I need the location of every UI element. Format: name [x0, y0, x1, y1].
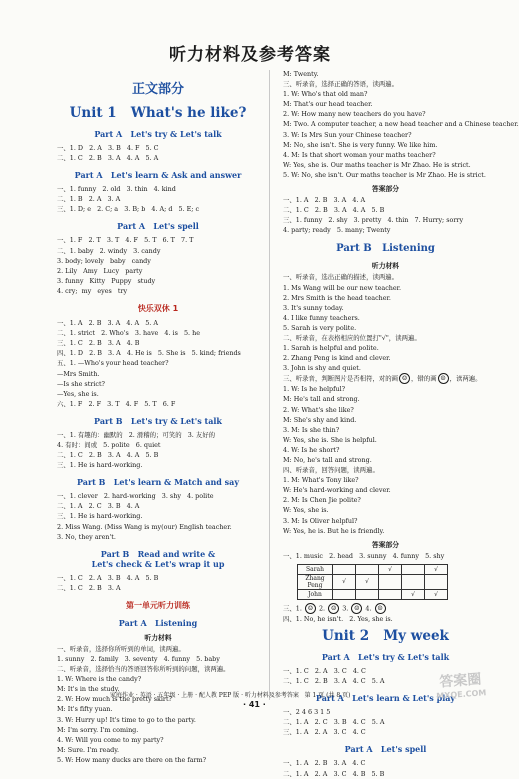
- answer-line: 一、1. A 2. B 3. A 4. A: [283, 196, 366, 205]
- answer-line: 4. 有时：间或 5. polite 6. quiet: [57, 440, 161, 449]
- answer-line: 二、1. C 2. B 3. A 4. A 5. A: [57, 154, 159, 163]
- listening-line: M: It's fifty yuan.: [57, 705, 113, 714]
- left-column: [57, 68, 259, 765]
- answer-line: 4. party; ready 5. many; Twenty: [283, 226, 391, 235]
- listening-line: M: Two. A computer teacher, a new head teacher and a Chinese teacher.: [283, 120, 519, 129]
- listening-line: 1. Ms Wang will be our new teacher.: [283, 283, 402, 292]
- listening-line: 3. It's sunny today.: [283, 303, 344, 312]
- listening-line: 二、听录音，在表格相应的位置打"√"，读两遍。: [283, 333, 421, 342]
- unit2-title: Unit 2 My week: [322, 627, 449, 644]
- listening-line: 5. Sarah is very polite.: [283, 323, 357, 332]
- sad-face-icon: ☹: [438, 373, 449, 384]
- table-row: [298, 564, 448, 574]
- watermark-sub: MXQE.COM: [436, 688, 487, 701]
- listening-line: 3. M: Is she thin?: [283, 425, 340, 434]
- table-row: [298, 589, 448, 599]
- listening-line: 二、听录音，选择恰当的答语回答你所听到的问题，读两遍。: [57, 665, 230, 674]
- unit1-title: Unit 1 What's he like?: [69, 105, 247, 121]
- answer-line: 3. No, they aren't.: [57, 532, 116, 541]
- table-cell: √: [333, 574, 356, 589]
- listening-line: 一、听录音，选择你所听到的单词，读两遍。: [57, 644, 185, 653]
- table-cell: √: [425, 564, 448, 574]
- table-cell: [333, 564, 356, 574]
- faces-row-num: 3.: [342, 604, 349, 613]
- answer-line: 二、1. strict 2. Who's 3. have 4. is 5. he: [57, 329, 201, 338]
- listening-line: M: Twenty.: [283, 70, 319, 78]
- answer-line: 二、1. B 2. A 3. A: [57, 195, 121, 204]
- part-a-spell-title: Part A Let's spell: [117, 221, 199, 232]
- answer-line: 三、1. D; e 2. C; a 3. B; b 4. A; d 5. E; c: [57, 205, 200, 214]
- answer-line: 3. funny Kitty Puppy study: [57, 276, 156, 285]
- answer-line: 3. body; lovely baby candy: [57, 256, 151, 265]
- faces-row-label: 三、1.: [283, 604, 302, 613]
- unit1-listening-title: 第一单元听力训练: [126, 600, 190, 610]
- listening-line: 一、听录音，选出正确的描述，读两遍。: [283, 273, 399, 282]
- listening-line: 四、听录音，回答问题，读两遍。: [283, 466, 379, 475]
- face-answer-icon: ☺: [328, 603, 339, 614]
- listening-line: 3. W: Is Mrs Sun your Chinese teacher?: [283, 130, 412, 139]
- answer-line: 五、1. —Who's your head teacher?: [57, 359, 169, 368]
- faces-row-num: 4.: [365, 604, 372, 613]
- answer-line: 三、1. A 2. A 3. C 4. C: [283, 728, 366, 737]
- answer-line: 一、1. D 2. A 3. B 4. F 5. C: [57, 144, 159, 152]
- answer-line: 二、1. C 2. B 3. A 4. A 5. B: [283, 206, 385, 215]
- answer-line: 三、1. He is hard-working.: [57, 512, 143, 521]
- smile-face-icon: ☺: [399, 373, 410, 384]
- listening-line: 1. W: Where is the candy?: [57, 675, 142, 684]
- part-a-try-talk-title: Part A Let's try & Let's talk: [321, 651, 450, 662]
- listening-line: 1. sunny 2. family 3. seventy 4. funny 5. baby: [57, 655, 220, 663]
- listening-line: 2. W: How many new teachers do you have?: [283, 110, 426, 119]
- face-answer-icon: ☺: [305, 603, 316, 614]
- answer-line: 三、1. He is hard-working.: [57, 461, 143, 470]
- table-cell: [402, 564, 425, 574]
- faces-answer-row: [283, 603, 488, 614]
- listening-line: W: Yes, she is.: [283, 506, 329, 515]
- listening-line: M: I'm sorry. I'm coming.: [57, 725, 139, 734]
- answer-table: [297, 564, 448, 600]
- part-b-read-write-title: Part B Read and write & Let's check & Let's wrap it up: [91, 548, 225, 569]
- listening-line: 2. Zhang Peng is kind and clever.: [283, 354, 391, 363]
- table-cell: [425, 574, 448, 589]
- part-a-learn-play-title: Part A Let's learn & Let's play: [315, 693, 456, 704]
- table-cell: [356, 564, 379, 574]
- table-row: [298, 574, 448, 589]
- answer-line: 2. Lily Amy Lucy party: [57, 266, 143, 275]
- answer-line: 二、1. C 2. B 3. A: [57, 583, 121, 592]
- happy-weekend-title: 快乐双休 1: [137, 304, 179, 314]
- listening-line: M: No, he's tall and strong.: [283, 456, 372, 464]
- faces-instruction: [283, 373, 488, 384]
- answer-line: —Mrs Smith.: [57, 369, 100, 378]
- listening-line: W: Yes, he is. But he is friendly.: [283, 526, 385, 535]
- listening-line: M: He's tall and strong.: [283, 395, 360, 404]
- column-divider: [269, 70, 270, 700]
- table-cell-name: Zhang Peng: [298, 574, 333, 589]
- listening-line: 4. W: Will you come to my party?: [57, 735, 164, 744]
- answer-line: —Yes, she is.: [57, 389, 99, 398]
- listening-line: 三、听录音，选择正确的答语，读两遍。: [283, 80, 399, 89]
- listening-line: 2. Mrs Smith is the head teacher.: [283, 293, 391, 302]
- listening-line: M: She's shy and kind.: [283, 415, 357, 424]
- table-cell: √: [379, 564, 402, 574]
- part-b-listening-title: Part B Listening: [336, 243, 435, 255]
- listening-line: M: It's in the study.: [57, 685, 120, 694]
- faces-instruction-suffix: ，读两遍。: [449, 374, 482, 383]
- face-answer-icon: ☹: [375, 603, 386, 614]
- listening-line: M: That's our head teacher.: [283, 100, 373, 109]
- watermark-text: 答案圈: [438, 671, 482, 691]
- part-b-learn-title: Part B Let's learn & Match and say: [76, 477, 239, 488]
- answer-line: 三、1. funny 2. shy 3. pretty 4. thin 7. Hurry; sorry: [283, 216, 464, 225]
- answer-line: 一、1. funny 2. old 3. thin 4. kind: [57, 185, 176, 194]
- part-a-listening-title: Part A Listening: [118, 617, 198, 628]
- listening-line: 1. W: Who's that old man?: [283, 90, 368, 99]
- page-title: 听力材料及参考答案: [169, 45, 331, 65]
- listening-line: 5. W: No, she isn't. Our maths teacher is Mr Zhao. He is strict.: [283, 170, 486, 179]
- listening-line: 1. M: What's Tony like?: [283, 476, 359, 485]
- table-cell: [402, 574, 425, 589]
- table-cell-name: Sarah: [298, 564, 333, 574]
- listening-line: 3. John is shy and quiet.: [283, 364, 361, 373]
- listening-line: 1. Sarah is helpful and polite.: [283, 344, 379, 353]
- answer-section-tag: 答案部分: [371, 540, 400, 549]
- table-cell: [356, 589, 379, 599]
- table-cell: [333, 589, 356, 599]
- answer-section-tag: 答案部分: [371, 185, 400, 194]
- answer-line: 一、1. A 2. B 3. A 4. C: [283, 759, 366, 768]
- answer-line: 一、1. music 2. head 3. sunny 4. funny 5. shy: [283, 551, 445, 560]
- face-answer-icon: ☺: [351, 603, 362, 614]
- table-cell: √: [356, 574, 379, 589]
- answer-line: 二、1. C 2. B 3. A 4. C 5. A: [283, 677, 385, 686]
- listening-line: M: Sure. I'm ready.: [57, 745, 120, 754]
- listening-line: 3. W: Hurry up! It's time to go to the party.: [57, 715, 196, 724]
- answer-line: 一、1. F 2. T 3. T 4. F 5. T 6. T 7. T: [57, 236, 194, 245]
- answer-line: 一、1. clever 2. hard-working 3. shy 4. polite: [57, 492, 214, 501]
- listening-line: W: Yes, she is. She is helpful.: [283, 435, 377, 444]
- answer-line: 二、1. A 2. C 3. B 4. A: [57, 502, 140, 511]
- answer-line: —Is she strict?: [57, 379, 105, 388]
- page-footer: 家庭作业 · 英语 · 五年级 · 上册 · 配人教 PEP 版 · 听力材料及参考答案 第 1 页 (共 8 页): [110, 692, 351, 699]
- answer-line: 一、1. A 2. B 3. A 4. A 5. A: [57, 319, 158, 328]
- listening-line: 2. M: Is Chen Jie polite?: [283, 496, 361, 505]
- main-heading: 正文部分: [131, 82, 184, 97]
- listening-line: 1. W: Is he helpful?: [283, 385, 346, 394]
- listening-line: 4. M: Is that short woman your maths teacher?: [283, 150, 436, 159]
- listening-material-tag: 听力材料: [371, 262, 400, 271]
- faces-instruction-prefix: 三、听录音，判断图片是否相符，对的画: [283, 374, 399, 383]
- part-a-spell-title: Part A Let's spell: [344, 744, 427, 755]
- listening-line: 5. W: How many ducks are there on the farm?: [57, 755, 207, 764]
- answer-line: 一、2 4 6 3 1 5: [283, 708, 331, 717]
- page-number: · 41 ·: [243, 700, 266, 709]
- faces-instruction-mid: ，错的画: [411, 374, 437, 383]
- answer-line: 六、1. F 2. F 3. T 4. F 5. T 6. F: [57, 399, 176, 408]
- answer-line: 二、1. A 2. C 3. B 4. C 5. A: [283, 718, 385, 727]
- part-b-try-talk-title: Part B Let's try & Let's talk: [94, 415, 222, 426]
- listening-line: W: He's hard-working and clever.: [283, 486, 391, 495]
- answer-line: 2. Miss Wang. (Miss Wang is my(our) English teacher.: [57, 522, 232, 531]
- table-cell: [379, 589, 402, 599]
- answer-line: 二、1. A 2. A 3. C 4. B 5. B: [283, 769, 385, 778]
- table-cell: √: [402, 589, 425, 599]
- watermark-stamp: [429, 670, 493, 710]
- answer-line: 4. cry; my eyes try: [57, 286, 128, 295]
- part-a-learn-title: Part A Let's learn & Ask and answer: [74, 170, 242, 181]
- faces-row-num: 2.: [318, 604, 326, 613]
- answer-line: 一、1. 有趣的：幽默的 2. 滑稽的；可笑的 3. 友好的: [57, 430, 215, 439]
- answer-line: 二、1. baby 2. windy 3. candy: [57, 246, 161, 255]
- listening-line: W: Yes, she is. Our maths teacher is Mr Zhao. He is strict.: [283, 160, 471, 169]
- listening-line: 4. I like funny teachers.: [283, 313, 360, 322]
- listening-material-tag: 听力材料: [144, 633, 172, 642]
- part-a-try-talk-title: Part A Let's try & Let's talk: [94, 129, 222, 139]
- listening-line: 4. W: Is he short?: [283, 445, 340, 454]
- table-cell: √: [425, 589, 448, 599]
- listening-line: 3. M: Is Oliver helpful?: [283, 516, 358, 525]
- table-cell: [379, 574, 402, 589]
- listening-line: 2. W: What's she like?: [283, 405, 354, 414]
- answer-line: 四、1. No, he isn't. 2. Yes, she is.: [283, 614, 393, 623]
- answer-line: 一、1. C 2. A 3. C 4. C: [283, 666, 366, 675]
- answer-line: 一、1. C 2. A 3. B 4. A 5. B: [57, 573, 159, 582]
- table-cell-name: John: [298, 589, 333, 599]
- listening-line: M: No, she isn't. She is very funny. We like him.: [283, 140, 438, 149]
- answer-line: 二、1. C 2. B 3. A 4. A 5. B: [57, 451, 159, 460]
- answer-line: 四、1. D 2. B 3. A 4. He is 5. She is 5. kind; friends: [57, 349, 241, 358]
- answer-line: 三、1. C 2. B 3. A 4. B: [57, 339, 140, 348]
- listening-line: 2. W: How much is the pretty skirt?: [57, 695, 172, 704]
